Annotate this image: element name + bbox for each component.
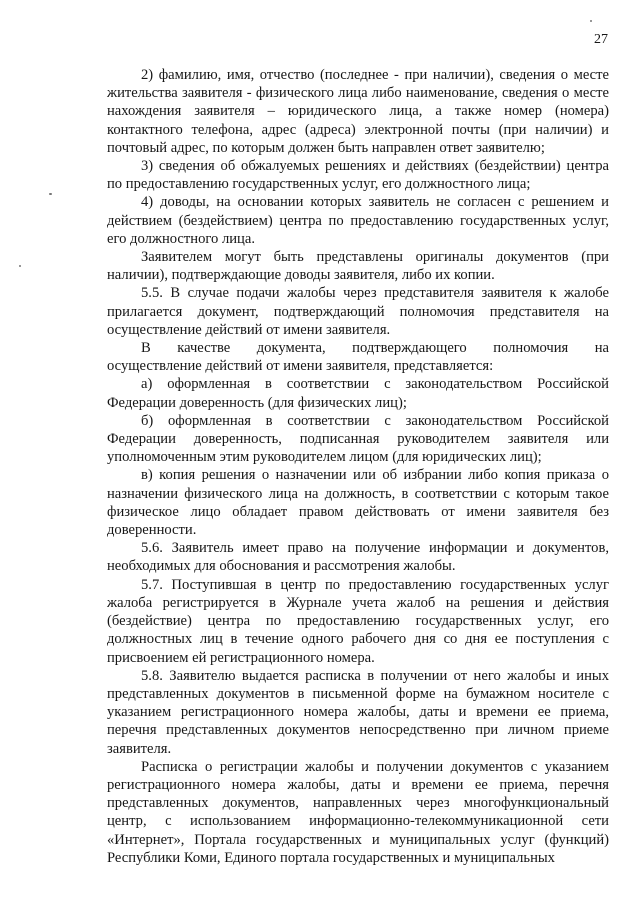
paragraph: б) оформленная в соответствии с законодательством Российской Федерации доверенность, подписанная руководителем заявителя или уполномоченным этим руководителем лицом (для юридических лиц); [107,412,609,466]
paragraph: а) оформленная в соответствии с законодательством Российской Федерации доверенность (для физических лиц); [107,376,609,411]
paragraph: В качестве документа, подтверждающего полномочия на [141,340,609,357]
scan-mark [590,20,592,22]
paragraph: 5.5. В случае подачи жалобы через представителя заявителя к жалобе прилагается документ, подтверждающий полномочия представителя на осуществление действий от имени заявителя. [107,285,609,338]
scan-mark [19,265,21,267]
paragraph: 4) доводы, на основании которых заявитель не согласен с решением и действием (бездействием) центра по предоставлению государственных услуг, его должностного лица. [107,194,609,247]
page-number: 27 [594,32,608,47]
scan-mark [49,193,52,195]
paragraph: 3) сведения об обжалуемых решениях и действиях (бездействии) центра по предоставлению государственных услуг, его должностного лица; [107,158,609,193]
document-body [107,66,609,867]
paragraph: Заявителем могут быть представлены оригиналы документов (при наличии), подтверждающие доводы заявителя, либо их копии. [107,249,609,284]
paragraph: 2) фамилию, имя, отчество (последнее - при наличии), сведения о месте жительства заявителя - физического лица либо наименование, сведения о месте нахождения заявителя – юридического лица, а также номер (номера) контактного телефона, адрес (адреса) электронной почты (при наличии) и почтовый адрес, по которым должен быть направлен ответ заявителю; [107,67,609,156]
paragraph: осуществление действий от имени заявителя, представляется: [107,358,494,375]
paragraph: 5.7. Поступившая в центр по предоставлению государственных услуг жалоба регистрируется в Журнале учета жалоб на решения и действия (бездействие) центра по предоставлению государственных услуг, его должностных лиц в течение одного рабочего дня со дня ее поступления с присвоением ей регистрационного номера. [107,576,609,666]
paragraph: в) копия решения о назначении или об избрании либо копия приказа о назначении физического лица на должность, в соответствии с которым такое физическое лицо обладает правом действовать от имени заявителя без доверенности. [107,467,609,539]
paragraph: Расписка о регистрации жалобы и получении документов с указанием регистрационного номера жалобы, даты и времени ее приема, перечня представленных документов, направленных через многофункциональный центр, с использованием информационно-телекоммуникационной сети «Интернет», Портала государственных и муниципальных услуг (функций) Республики Коми, Единого портала государственных и муниципальных [107,758,609,866]
paragraph: 5.6. Заявитель имеет право на получение информации и документов, необходимых для обоснования и рассмотрения жалобы. [107,540,609,575]
paragraph: 5.8. Заявителю выдается расписка в получении от него жалобы и иных представленных документов в письменной форме на бумажном носителе с указанием регистрационного номера жалобы, даты и времени ее приема, перечня представленных документов непосредственно при личном приеме заявителя. [107,667,609,757]
